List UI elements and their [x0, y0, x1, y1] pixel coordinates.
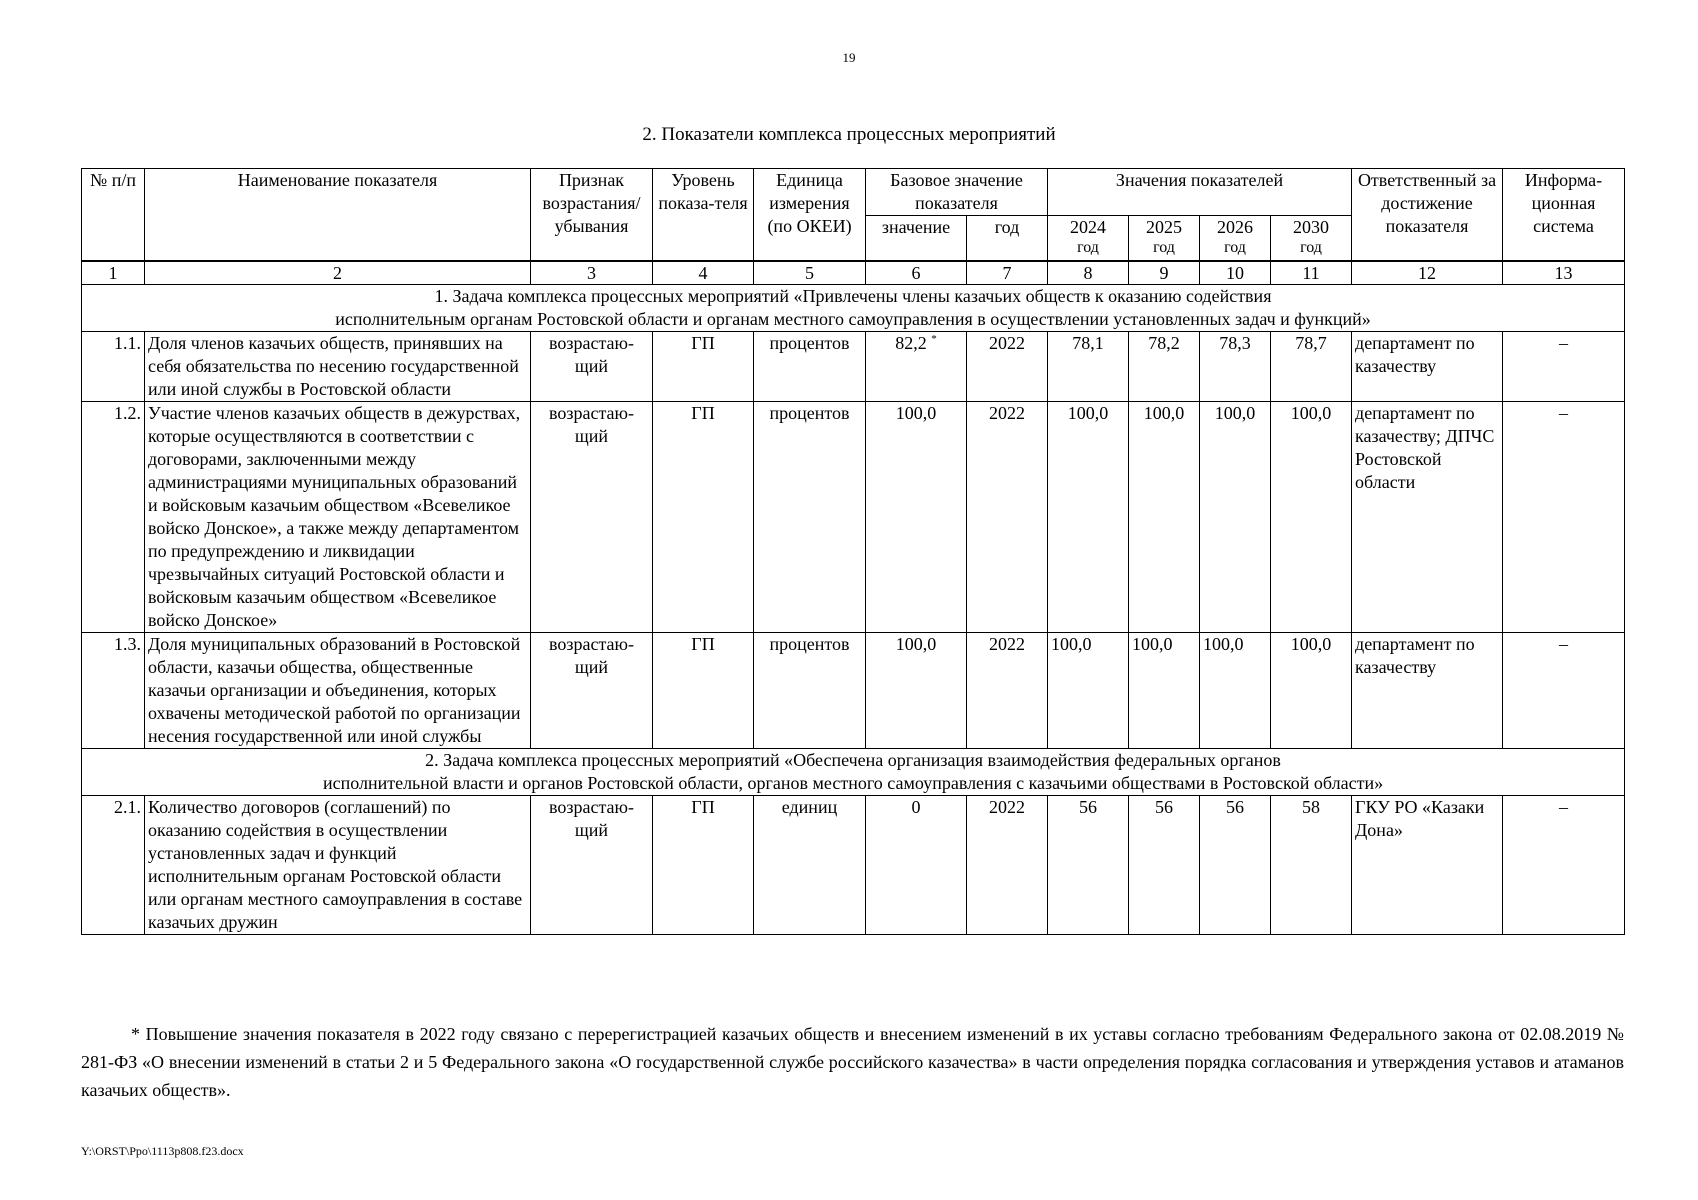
- section-heading: [82, 748, 1625, 795]
- row-unit: процентов: [754, 632, 866, 748]
- header-base: Базовое значение показателя: [866, 169, 1048, 216]
- column-number: 3: [531, 261, 653, 285]
- row-info: –: [1503, 401, 1625, 632]
- row-name: Количество договоров (соглашений) по оказанию содействия в осуществлении установленных задач и функций исполнительным органам Ростовской области или органам местного самоуправления в составе казачьих дружин: [145, 795, 531, 934]
- row-info: –: [1503, 331, 1625, 401]
- year-label: 2030: [1293, 217, 1330, 237]
- column-number: 2: [145, 261, 531, 285]
- row-value-2030: 100,0: [1271, 401, 1352, 632]
- table-row: [82, 401, 1625, 632]
- year-unit: год: [1300, 239, 1322, 256]
- row-num: 1.3.: [82, 632, 145, 748]
- row-value-2024: 56: [1048, 795, 1129, 934]
- section-line: 1. Задача комплекса процессных мероприятий «Привлечены члены казачьих обществ к оказанию содействия: [434, 285, 1272, 306]
- year-unit: год: [1153, 239, 1175, 256]
- row-level: ГП: [653, 632, 754, 748]
- column-number: 7: [967, 261, 1048, 285]
- row-value-2030: 58: [1271, 795, 1352, 934]
- header-base-year: год: [967, 216, 1048, 261]
- row-sign: возрастаю-щий: [531, 795, 653, 934]
- row-value-2026: 100,0: [1200, 632, 1271, 748]
- row-unit: процентов: [754, 401, 866, 632]
- year-unit: год: [1077, 239, 1099, 256]
- section-row: [82, 284, 1625, 331]
- row-name: Доля членов казачьих обществ, принявших на себя обязательства по несению государственной или иной службы в Ростовской области: [145, 331, 531, 401]
- row-unit: процентов: [754, 331, 866, 401]
- row-value-2024: 78,1: [1048, 331, 1129, 401]
- column-number: 13: [1503, 261, 1625, 285]
- row-base-year: 2022: [967, 331, 1048, 401]
- row-base-year: 2022: [967, 401, 1048, 632]
- row-name: Доля муниципальных образований в Ростовской области, казачьи общества, общественные казачьи организации и объединения, которых охвачены методической работой по организации несения государственной или иной службы: [145, 632, 531, 748]
- column-number: 12: [1352, 261, 1503, 285]
- row-value-2025: 56: [1129, 795, 1200, 934]
- indicators-table: [81, 168, 1625, 935]
- header-num: № п/п: [82, 169, 145, 261]
- row-responsible: ГКУ РО «Казаки Дона»: [1352, 795, 1503, 934]
- row-value-2026: 56: [1200, 795, 1271, 934]
- row-base-year: 2022: [967, 632, 1048, 748]
- row-value-2025: 100,0: [1129, 401, 1200, 632]
- row-value-2026: 100,0: [1200, 401, 1271, 632]
- column-number: 8: [1048, 261, 1129, 285]
- section-line: исполнительной власти и органов Ростовской области, органов местного самоуправления с казачьими обществами в Ростовской области»: [322, 772, 1384, 793]
- row-base-value: 100,0: [866, 401, 967, 632]
- row-level: ГП: [653, 795, 754, 934]
- row-value-2030: 100,0: [1271, 632, 1352, 748]
- column-number: 4: [653, 261, 754, 285]
- header-year-2024: [1048, 216, 1129, 261]
- table-row: [82, 795, 1625, 934]
- row-value-2030: 78,7: [1271, 331, 1352, 401]
- header-year-2026: [1200, 216, 1271, 261]
- header-values: Значения показателей: [1048, 169, 1352, 216]
- row-sign: возрастаю-щий: [531, 331, 653, 401]
- column-number: 9: [1129, 261, 1200, 285]
- row-num: 2.1.: [82, 795, 145, 934]
- header-base-value: значение: [866, 216, 967, 261]
- row-value-2024: 100,0: [1048, 401, 1129, 632]
- column-number: 11: [1271, 261, 1352, 285]
- header-unit: Единица измерения (по ОКЕИ): [754, 169, 866, 261]
- row-value-2026: 78,3: [1200, 331, 1271, 401]
- column-number: 5: [754, 261, 866, 285]
- row-info: –: [1503, 632, 1625, 748]
- row-responsible: департамент по казачеству; ДПЧС Ростовской области: [1352, 401, 1503, 632]
- table-row: [82, 632, 1625, 748]
- column-number: 6: [866, 261, 967, 285]
- row-base-value: [866, 331, 967, 401]
- column-number: 1: [82, 261, 145, 285]
- table-row: [82, 331, 1625, 401]
- header-year-2025: [1129, 216, 1200, 261]
- row-responsible: департамент по казачеству: [1352, 331, 1503, 401]
- header-sign: Признак возрастания/ убывания: [531, 169, 653, 261]
- header-info: Информа-ционная система: [1503, 169, 1625, 261]
- footnote: * Повышение значения показателя в 2022 году связано с перерегистрацией казачьих обществ и внесением изменений в их уставы согласно требованиям Федерального закона от 02.08.2019 № 281-ФЗ «О внесении изменений в статьи 2 и 5 Федерального закона «О государственной службе российского казачества» в части определения порядка согласования и утверждения уставов и атаманов казачьих обществ».: [81, 1024, 1624, 1100]
- row-value-2024: 100,0: [1048, 632, 1129, 748]
- page-title: 2. Показатели комплекса процессных мероприятий: [642, 124, 1056, 145]
- row-name: Участие членов казачьих обществ в дежурствах, которые осуществляются в соответствии с договорами, заключенными между администрациями муниципальных образований и войсковым казачьим обществом «Всевеликое войско Донское», а также между департаментом по предупреждению и ликвидации чрезвычайных ситуаций Ростовской области и войсковым казачьим обществом «Всевеликое войско Донское»: [145, 401, 531, 632]
- row-sign: возрастаю-щий: [531, 401, 653, 632]
- column-number: 10: [1200, 261, 1271, 285]
- section-row: [82, 748, 1625, 795]
- row-responsible: департамент по казачеству: [1352, 632, 1503, 748]
- section-line: исполнительным органам Ростовской области и органам местного самоуправления в осуществлении установленных задач и функций»: [335, 308, 1371, 329]
- page-number: 19: [842, 50, 856, 65]
- header-name: Наименование показателя: [145, 169, 531, 261]
- section-heading: [82, 284, 1625, 331]
- header-responsible: Ответственный за достижение показателя: [1352, 169, 1503, 261]
- row-value-2025: 78,2: [1129, 331, 1200, 401]
- year-label: 2026: [1217, 217, 1254, 237]
- year-unit: год: [1224, 239, 1246, 256]
- row-sign: возрастаю-щий: [531, 632, 653, 748]
- row-info: –: [1503, 795, 1625, 934]
- base-value-text: 82,2: [895, 332, 927, 353]
- column-numbers-row: [82, 261, 1625, 285]
- row-num: 1.2.: [82, 401, 145, 632]
- row-num: 1.1.: [82, 331, 145, 401]
- header-level: Уровень показа-теля: [653, 169, 754, 261]
- row-base-year: 2022: [967, 795, 1048, 934]
- header-year-2030: [1271, 216, 1352, 261]
- footnote-marker: *: [931, 332, 937, 345]
- row-base-value: 100,0: [866, 632, 967, 748]
- year-label: 2025: [1146, 217, 1183, 237]
- section-line: 2. Задача комплекса процессных мероприятий «Обеспечена организация взаимодействия федеральных органов: [425, 749, 1281, 770]
- row-value-2025: 100,0: [1129, 632, 1200, 748]
- row-level: ГП: [653, 401, 754, 632]
- file-path: Y:\ORST\Ppo\1113p808.f23.docx: [81, 1144, 244, 1158]
- year-label: 2024: [1070, 217, 1107, 237]
- row-level: ГП: [653, 331, 754, 401]
- row-base-value: 0: [866, 795, 967, 934]
- row-unit: единиц: [754, 795, 866, 934]
